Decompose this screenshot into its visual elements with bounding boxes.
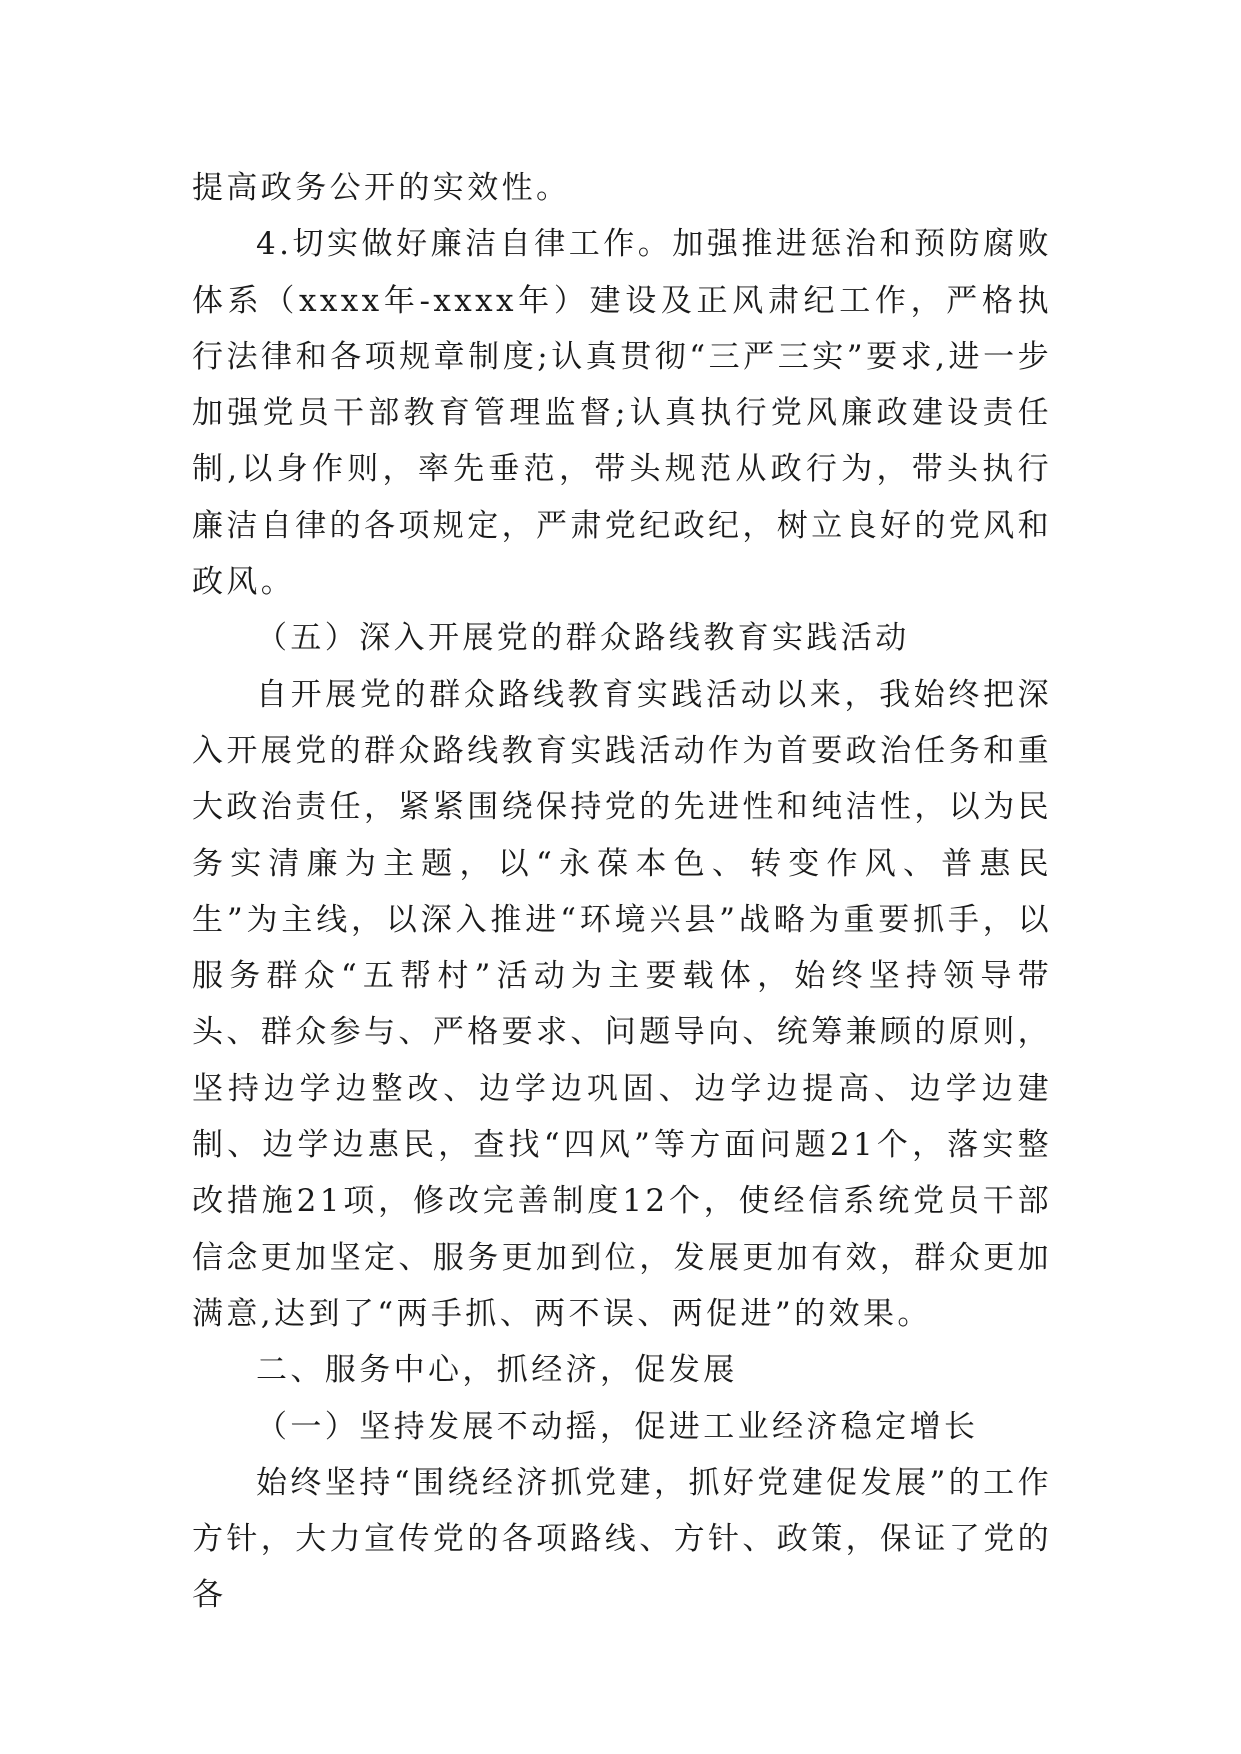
section-heading-one: （一）坚持发展不动摇，促进工业经济稳定增长 xyxy=(256,1408,979,1445)
paragraph-mass-line: 自开展党的群众路线教育实践活动以来，我始终把深入开展党的群众路线教育实践活动作为首要政治任务和重大政治责任，紧紧围绕保持党的先进性和纯洁性，以为民务实清廉为主题，以“永葆本色、转变作风、普惠民生”为主线，以深入推进“环境兴县”战略为重要抓手，以服务群众“五帮村”活动为主要载体，始终坚持领导带头、群众参与、严格要求、问题导向、统筹兼顾的原则，坚持边学边整改、边学边巩固、边学边提高、边学边建制、边学边惠民，查找“四风”等方面问题21个，落实整改措施21项，修改完善制度12个，使经信系统党员干部信念更加坚定、服务更加到位，发展更加有效，群众更加满意,达到了“两手抓、两不误、两促进”的效果。 xyxy=(192,676,1052,1332)
paragraph-economy: 始终坚持“围绕经济抓党建，抓好党建促发展”的工作方针，大力宣传党的各项路线、方针、政策，保证了党的各 xyxy=(192,1464,1052,1614)
section-heading-five: （五）深入开展党的群众路线教育实践活动 xyxy=(256,620,910,657)
section-heading-two: 二、服务中心，抓经济，促发展 xyxy=(256,1352,738,1389)
paragraph-continuation: 提高政务公开的实效性。 xyxy=(192,170,571,206)
document-body xyxy=(192,160,1052,1624)
paragraph-integrity: 4.切实做好廉洁自律工作。加强推进惩治和预防腐败体系（xxxx年-xxxx年）建设及正风肃纪工作，严格执行法律和各项规章制度;认真贯彻“三严三实”要求,进一步加强党员干部教育管理监督;认真执行党风廉政建设责任制,以身作则，率先垂范，带头规范从政行为，带头执行廉洁自律的各项规定，严肃党纪政纪，树立良好的党风和政风。 xyxy=(192,226,1052,601)
